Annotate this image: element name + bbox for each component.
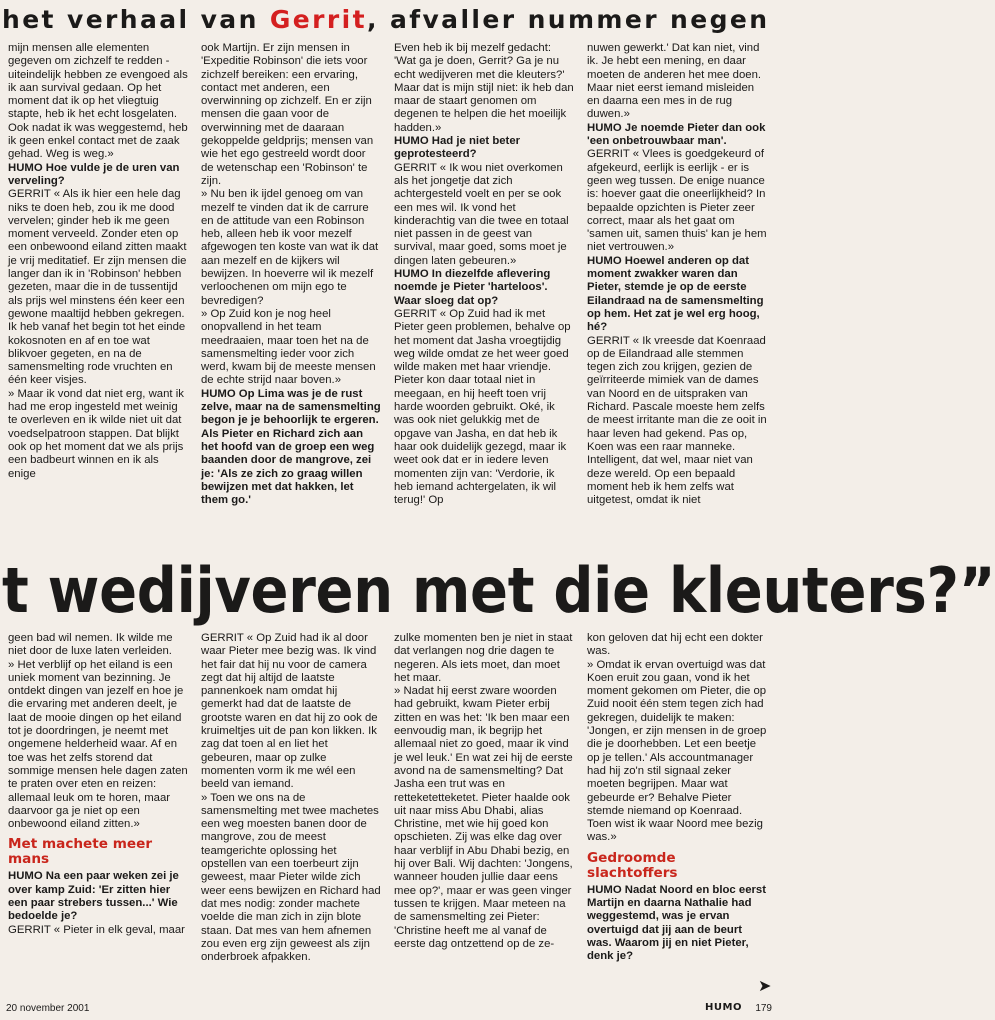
text-column-3 <box>390 42 583 552</box>
text-column-2 <box>197 42 390 552</box>
article-columns-top <box>4 42 776 552</box>
paragraph: zulke momenten ben je niet in staat dat verlangen nog drie dagen te negeren. Als iets moet, dan moet het maar. <box>394 632 573 684</box>
paragraph: GERRIT « Vlees is goedgekeurd of afgekeurd, eerlijk is eerlijk - er is geen weg tussen. De enige nuance is: hoever gaat die oneerlijkheid? In bepaalde opzichten is Pieter zeer correct, maar als het gaat om 'samen uit, samen thuis' kan je hem niet vertrouwen.» <box>587 148 767 254</box>
paragraph: GERRIT « Ik wou niet overkomen als het jongetje dat zich achtergesteld voelt en per se ook een mes wil. Ik vond het kinderachtig van die twee en totaal niet passen in de geest van survival, maar goed, soms moet je dingen laten gebeuren.» <box>394 161 569 267</box>
interview-question: HUMO Op Lima was je de rust zelve, maar na de samensmelting begon je je behoorlijk te ergeren. Als Pieter en Richard zich aan het hoofd van de groep een weg baanden door de mangrove, zei je: 'Als ze zich zo graag willen bewijzen met dat hakken, let them go.' <box>201 387 381 507</box>
text-column-2 <box>197 632 390 996</box>
interview-question: HUMO Nadat Noord en bloc eerst Martijn en daarna Nathalie had weggestemd, was je ervan overtuigd dat jij aan de beurt was. Waarom jij en niet Pieter, denk je? <box>587 883 767 963</box>
issue-date: 20 november 2001 <box>6 1003 90 1014</box>
text-column-4 <box>583 632 776 996</box>
header-post: , afvaller nummer negen <box>366 5 770 34</box>
paragraph: » Maar ik vond dat niet erg, want ik had me erop ingesteld met weinig te overleven en ik wilde niet uit dat voedselpatroon stappen. Dat blijkt ook op het moment dat we als prijs een badbeurt winnen en ik als enige <box>8 387 184 480</box>
paragraph: geen bad wil nemen. Ik wilde me niet door de luxe laten verleiden. <box>8 632 173 658</box>
paragraph: » Op Zuid kon je nog heel onopvallend in het team meedraaien, maar toen het na de samensmelting ieder voor zich werd, kwam bij de meeste mensen de echte strijd naar boven.» <box>201 307 376 387</box>
interview-question: HUMO In diezelfde aflevering noemde je Pieter 'harteloos'. Waar sloeg dat op? <box>394 268 551 307</box>
paragraph: » Toen we ons na de samensmelting met twee machetes een weg moesten banen door de mangrove, zou de meest teamgerichte oplossing het opstellen van een toerbeurt zijn geweest, maar Pieter wilde zich weer eens bewijzen en Richard had dat mes nodig: zonder machete voelde die man zich in zijn blote staan. Dat mes van hem afnemen zou even erg zijn geweest als zijn onderbroek afpakken. <box>201 791 381 964</box>
paragraph: » Nadat hij eerst zware woorden had gebruikt, kwam Pieter erbij zitten en was het: 'Ik ben maar een eenvoudig man, ik begrijp het allemaal niet zo goed, maar ik vind je wel leuk.' En wat zei hij de eerste avond na de samensmelting? Dat Jasha een trut was en retteketetteketet. Pieter haalde ook uit naar miss Abu Dhabi, alias Christine, met wie hij goed kon opschieten. Zij was elke dag over haar verblijf in Abu Dhabi bezig, en hij over Bali. Wij dachten: 'Jongens, wanneer houden jullie daar eens mee op?', maar er was geen vinger tussen te krijgen. Maar meteen na de samensmelting zei Pieter: 'Christine heeft me al vanaf de eerste dag ontzettend op de ze- <box>394 685 573 950</box>
paragraph: GERRIT « Als ik hier een hele dag niks te doen heb, zou ik me dood vervelen; ginder heb ik me geen moment verveeld. Zonder eten op een onbewoond eiland zitten maakt je vrij meditatief. Er zijn mensen die langer dan ik in 'Robinson' hebben gezeten, maar die in de tussentijd als prijs wel minstens één keer een gewone maaltijd hebben gekregen. Ik heb vanaf het begin tot het einde kokosnoten en af en toe wat blikvoer gegeten, en na de samensmelting rode vruchten en één keer visjes. <box>8 188 187 387</box>
interview-question: HUMO Hoe vulde je de uren van verveling? <box>8 161 180 187</box>
paragraph: GERRIT « Op Zuid had ik al door waar Pieter mee bezig was. Ik vind het fair dat hij nu voor de camera zegt dat hij altijd de laatste pannenkoek nam omdat hij gemerkt had dat de laatste de grootste waren en dat hij zo ook de kruimeltjes uit de pan kon likken. Ik zag dat toen al en liet het gebeuren, maar op zulke momenten vorm ik me wél een beeld van iemand. <box>201 632 378 791</box>
header-pre: het verhaal van <box>2 5 270 34</box>
pull-quote: t wedijveren met die kleuters?” <box>2 555 995 628</box>
text-column-1 <box>4 42 197 552</box>
text-column-1 <box>4 632 197 996</box>
interview-question: HUMO Na een paar weken zei je over kamp Zuid: 'Er zitten hier een paar strebers tussen...' Wie bedoelde je? <box>8 870 179 923</box>
page-footer <box>0 1000 780 1018</box>
interview-question: HUMO Hoewel anderen op dat moment zwakker waren dan Pieter, stemde je op de eerste Eilandraad na de samensmelting op hem. Het zat je wel erg hoog, hé? <box>587 254 764 334</box>
paragraph: kon geloven dat hij echt een dokter was. <box>587 632 763 658</box>
paragraph: mijn mensen alle elementen gegeven om zichzelf te redden - uiteindelijk hebben ze evengoed als ik aan survival gedaan. Op het moment dat ik op het vliegtuig stapte, heb ik het echt losgelaten. Ook nadat ik was weggestemd, heb ik geen enkel contact met de zaak gehad. Weg is weg.» <box>8 42 188 161</box>
paragraph: ook Martijn. Er zijn mensen in 'Expeditie Robinson' die iets voor zichzelf bereiken: een ervaring, contact met anderen, een overwinning op zichzelf. En er zijn mensen die gaan voor de overwinning met de daaraan gekoppelde geldprijs; mensen van wie het ego gestreeld wordt door de wetenschap een 'Robinson' te zijn. <box>201 42 374 187</box>
magazine-brand: HUMO <box>705 1002 742 1013</box>
section-subheading: Met machete meer mans <box>8 836 153 868</box>
text-column-4 <box>583 42 776 552</box>
paragraph: nuwen gewerkt.' Dat kan niet, vind ik. Je hebt een mening, en daar moeten de anderen het mee doen. Maar niet eerst iemand misleiden en daarna een mes in de rug duwen.» <box>587 42 762 121</box>
article-columns-bottom <box>4 632 776 996</box>
header-name: Gerrit <box>269 5 367 34</box>
paragraph: GERRIT « Pieter in elk geval, maar <box>8 923 185 936</box>
section-subheading: Gedroomde slachtoffers <box>587 849 678 881</box>
paragraph: Even heb ik bij mezelf gedacht: 'Wat ga je doen, Gerrit? Ga je nu echt wedijveren met die kleuters?' Maar dat is mijn stijl niet: ik heb dan maar de staart genomen om degenen te helpen die het moeilijk hadden.» <box>394 42 574 134</box>
paragraph: » Nu ben ik ijdel genoeg om van mezelf te vinden dat ik de carrure en de attitude van een Robinson heb, alleen heb ik voor mezelf afgewogen ten koste van wat ik dat aan mezelf en de kijkers wil bewijzen. In hoeverre wil ik mezelf verloochenen om mijn ego te bevredigen? <box>201 188 379 307</box>
paragraph: GERRIT « Ik vreesde dat Koenraad op de Eilandraad alle stemmen tegen zich zou krijgen, gezien de geïrriteerde mimiek van de dames van Noord en de uitspraken van Richard. Pascale moeste hem zelfs de meest irritante man die ze ooit in haar leven had gekend. Pas op, Koen was een raar manneke. Intelligent, dat wel, maar niet van deze wereld. Op een bepaald moment heb ik hem zelfs wat uitgetest, omdat ik niet <box>587 334 767 507</box>
paragraph: » Omdat ik ervan overtuigd was dat Koen eruit zou gaan, vond ik het moment gekomen om Pieter, die op Zuid nooit één stem tegen zich had gekregen, duidelijk te maken: 'Jongen, er zijn mensen in de groep die je doorhebben. Let een beetje op je tellen.' Als accountmanager had hij zo'n stil signaal zeker moeten begrijpen. Maar wat gebeurde er? Behalve Pieter stemde niemand op Koenraad. Toen wist ik waar Noord mee bezig was.» <box>587 658 767 844</box>
interview-question: HUMO Je noemde Pieter dan ook 'een onbetrouwbaar man'. <box>587 121 766 148</box>
paragraph: » Het verblijf op het eiland is een uniek moment van bezinning. Je ontdekt dingen van jezelf en hoe je die ervaring met anderen deelt, je laat de mooie dingen op het eiland tot je doordringen, je neemt met ongemene helderheid waar. Af en toe was het zelfs storend dat sommige mensen hele dagen zaten te praten over eten en reizen: allemaal leuk om te horen, maar daarvoor ga je niet op een onbewoond eiland zitten.» <box>8 658 188 831</box>
text-column-3 <box>390 632 583 996</box>
interview-question: HUMO Had je niet beter geprotesteerd? <box>394 135 521 161</box>
arrow-right-icon: ➤ <box>758 978 772 995</box>
page-number: 179 <box>755 1003 772 1014</box>
paragraph: GERRIT « Op Zuid had ik met Pieter geen problemen, behalve op het moment dat Jasha vroegtijdig weg wilde omdat ze het weer goed wilde maken met haar vriendje. Pieter kon daar totaal niet in meegaan, en hij heeft toen vrij harde woorden gebruikt. Oké, ik was ook niet gelukkig met de opgave van Jasha, en dat heb ik haar ook duidelijk gezegd, maar ik weet ook dat er in iedere leven momenten zijn van: 'Verdorie, ik heb iemand achtergelaten, ik wil terug!' Op <box>394 307 571 507</box>
page-header <box>0 4 780 36</box>
